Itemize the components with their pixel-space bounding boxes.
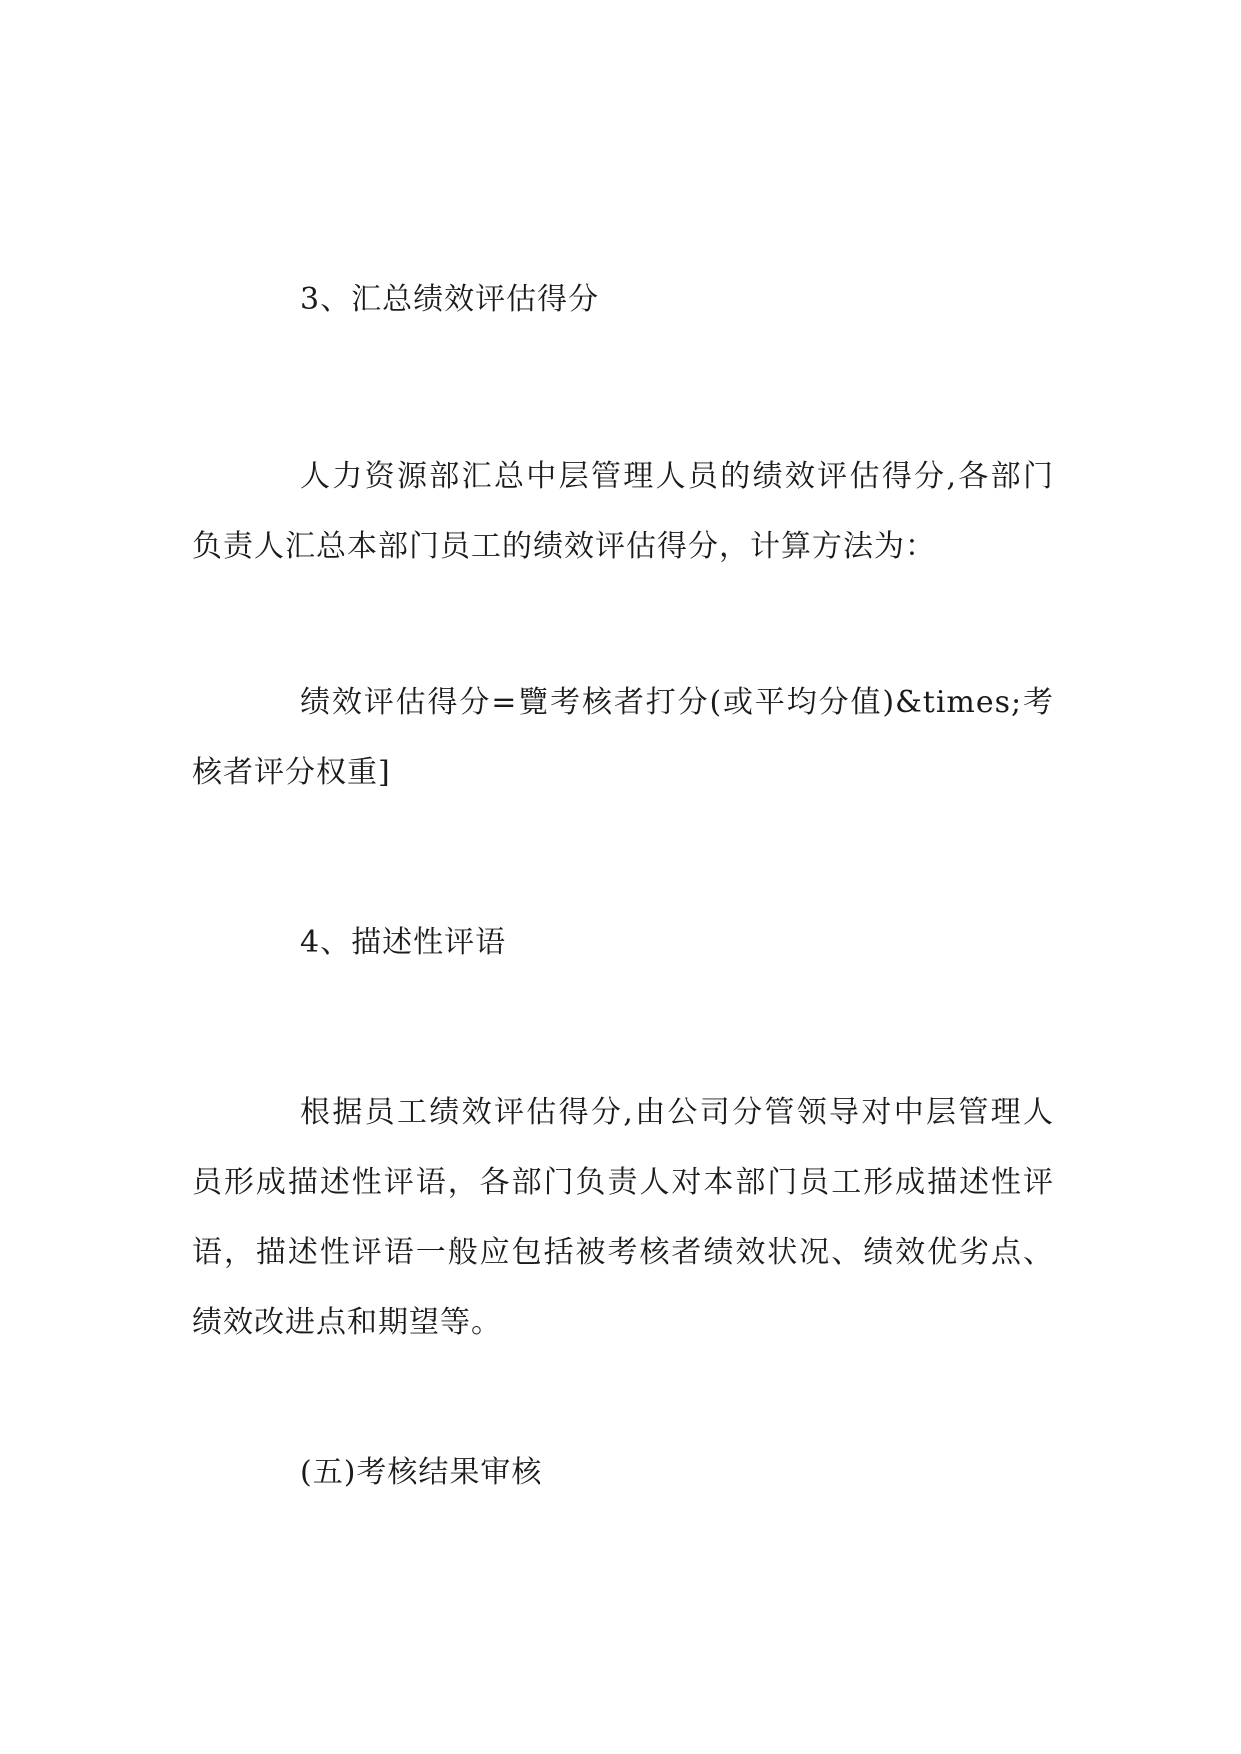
section-heading-5: (五)考核结果审核 xyxy=(300,1455,543,1490)
paragraph-summary-method: 人力资源部汇总中层管理人员的绩效评估得分,各部门负责人汇总本部门员工的绩效评估得分，计算方法为： xyxy=(192,459,1054,564)
section-heading-3: 3、汇总绩效评估得分 xyxy=(300,282,600,317)
section-heading-4: 4、描述性评语 xyxy=(300,925,507,960)
paragraph-descriptive-comments: 根据员工绩效评估得分,由公司分管领导对中层管理人员形成描述性评语，各部门负责人对本部门员工形成描述性评语，描述性评语一般应包括被考核者绩效状况、绩效优劣点、绩效改进点和期望等。 xyxy=(192,1095,1054,1340)
formula-paragraph: 绩效评估得分=覽考核者打分(或平均分值)&times;考核者评分权重] xyxy=(192,685,1054,790)
